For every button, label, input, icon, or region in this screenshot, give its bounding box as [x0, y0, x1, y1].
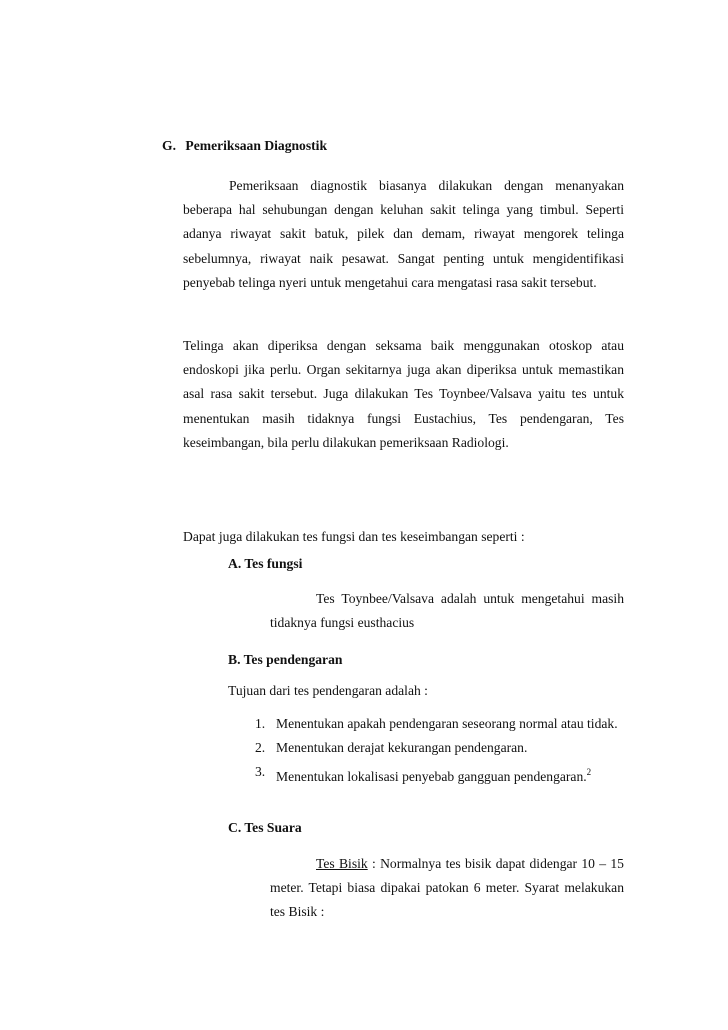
subsection-b-intro: Tujuan dari tes pendengaran adalah :: [228, 683, 428, 698]
whisper-test-term: Tes Bisik: [316, 856, 368, 871]
whisper-test-description: : Normalnya tes bisik dapat didengar 10 – 15 meter. Tetapi biasa dipakai patokan 6 meter. Syarat melakukan tes Bisik :: [270, 856, 624, 920]
list-item-text: Menentukan lokalisasi penyebab gangguan pendengaran.: [276, 769, 587, 785]
subsection-c-body: [270, 852, 624, 925]
subsection-c-title: C. Tes Suara: [228, 820, 302, 835]
subsection-b-title: B. Tes pendengaran: [228, 652, 343, 667]
list-item: [255, 712, 624, 736]
list-item: [255, 760, 624, 789]
section-heading: [162, 138, 327, 154]
list-item-number: 2.: [255, 740, 266, 756]
section-letter: G.: [162, 138, 176, 153]
list-item-number: 3.: [255, 764, 266, 780]
paragraph-intro: Pemeriksaan diagnostik biasanya dilakukan dengan menanyakan beberapa hal sehubungan dengan keluhan sakit telinga yang timbul. Seperti adanya riwayat sakit batuk, pilek dan demam, riwayat mengorek telinga sebelumnya, riwayat naik pesawat. Sangat penting untuk mengidentifikasi penyebab telinga nyeri untuk mengetahui cara mengatasi rasa sakit tersebut.: [183, 178, 624, 290]
subsection-a-body: Tes Toynbee/Valsava adalah untuk mengetahui masih tidaknya fungsi eusthacius: [270, 591, 624, 631]
subsection-a-title: A. Tes fungsi: [228, 556, 303, 571]
section-title: Pemeriksaan Diagnostik: [185, 138, 328, 153]
list-item-number: 1.: [255, 716, 266, 731]
paragraph-tests-lead: Dapat juga dilakukan tes fungsi dan tes keseimbangan seperti :: [183, 529, 525, 544]
subsection-c-text: [270, 852, 624, 925]
list-item: [255, 736, 624, 760]
list-item-text: Menentukan derajat kekurangan pendengaran.: [276, 740, 528, 756]
footnote-reference: 2: [586, 767, 592, 778]
subsection-a-text: [270, 587, 624, 635]
hearing-test-goals-list: [255, 712, 624, 790]
paragraph-examination: Telinga akan diperiksa dengan seksama baik menggunakan otoskop atau endoskopi jika perlu. Organ sekitarnya juga akan diperiksa untuk memastikan asal rasa sakit tersebut. Juga dilakukan Tes Toynbee/Valsava yaitu tes untuk menentukan masih tidaknya fungsi Eustachius, Tes pendengaran, Tes keseimbangan, bila perlu dilakukan pemeriksaan Radiologi.: [183, 338, 624, 450]
list-item-text: Menentukan apakah pendengaran seseorang normal atau tidak.: [276, 716, 618, 731]
